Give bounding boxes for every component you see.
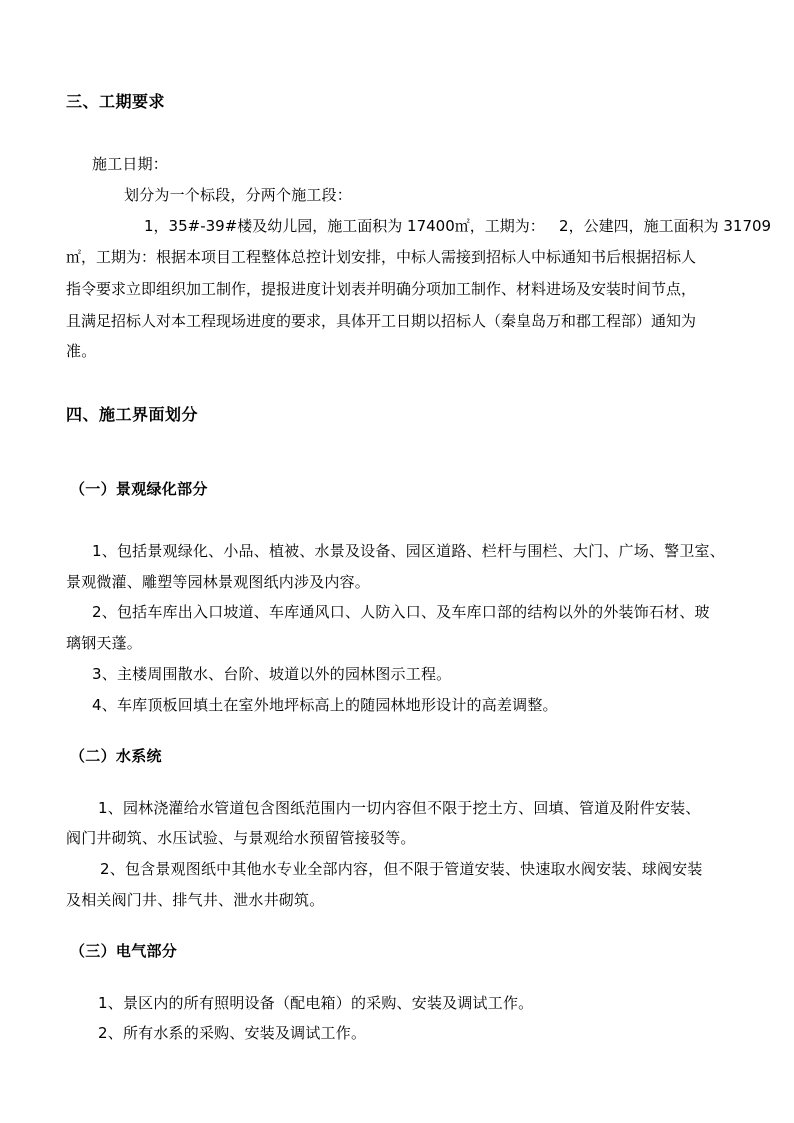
landscape-line-1: 1、包括景观绿化、小品、植被、水景及设备、园区道路、栏杆与围栏、大门、广场、警卫室、 <box>92 542 725 560</box>
electrical-line-1: 1、景区内的所有照明设备（配电箱）的采购、安装及调试工作。 <box>98 994 534 1012</box>
landscape-line-4: 璃钢天蓬。 <box>66 634 143 652</box>
section-3-heading: 三、工期要求 <box>66 92 166 111</box>
water-line-3: 2、包含景观图纸中其他水专业全部内容，但不限于管道安装、快速取水阀安装、球阀安装 <box>100 860 703 878</box>
water-line-1: 1、园林浇灌给水管道包含图纸范围内一切内容但不限于挖土方、回填、管道及附件安装、 <box>98 799 701 817</box>
landscape-line-5: 3、主楼周围散水、台阶、坡道以外的园林图示工程。 <box>92 665 452 683</box>
water-heading: （二）水系统 <box>70 747 162 765</box>
water-line-4: 及相关阀门井、排气井、泄水井砌筑。 <box>66 891 325 909</box>
electrical-line-2: 2、所有水系的采购、安装及调试工作。 <box>98 1024 367 1042</box>
section-3-line-1: 1，35#-39#楼及幼儿园，施工面积为 17400㎡，工期为： 2，公建四，施工面积为 31709 <box>144 217 772 235</box>
electrical-heading: （三）电气部分 <box>70 942 178 960</box>
section-3-line-4: 且满足招标人对本工程现场进度的要求，具体开工日期以招标人（秦皇岛万和郡工程部）通知为 <box>66 312 697 330</box>
water-line-2: 阀门井砌筑、水压试验、与景观给水预留管接驳等。 <box>66 829 416 847</box>
section-3-subtitle: 划分为一个标段，分两个施工段： <box>124 186 353 204</box>
landscape-line-6: 4、车库顶板回填土在室外地坪标高上的随园林地形设计的高差调整。 <box>92 696 558 714</box>
landscape-line-2: 景观微灌、雕塑等园林景观图纸内涉及内容。 <box>66 573 371 591</box>
construction-date-label: 施工日期： <box>92 155 169 173</box>
section-3-line-2: ㎡，工期为：根据本项目工程整体总控计划安排，中标人需接到招标人中标通知书后根据招标人 <box>66 248 697 266</box>
section-3-line-3: 指令要求立即组织加工制作，提报进度计划表并明确分项加工制作、材料进场及安装时间节点， <box>66 280 697 298</box>
section-3-line-5: 准。 <box>66 342 97 360</box>
section-4-heading: 四、施工界面划分 <box>66 405 199 424</box>
landscape-heading: （一）景观绿化部分 <box>70 480 208 498</box>
landscape-line-3: 2、包括车库出入口坡道、车库通风口、人防入口、及车库口部的结构以外的外装饰石材、玻 <box>92 603 710 621</box>
